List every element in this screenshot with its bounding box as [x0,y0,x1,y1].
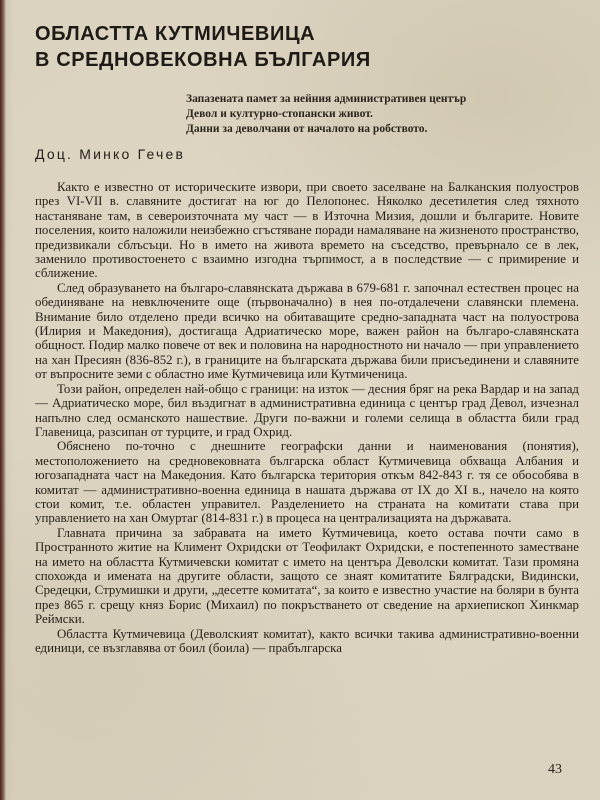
epigraph [186,92,576,137]
page-number: 43 [548,762,562,777]
page-title [35,21,371,73]
body-paragraph: Главната причина за забравата на името Кутмичевица, което остава почти само в Пространното житие на Климент Охридски от Теофилакт Охридски, е постепенното заместване на името на областта Кутмичевски комитат с името на центъра Деволски комитат. Тази промяна спохожда и имената на другите области, защото се знаят комитатите Бялградски, Видински, Средецки, Струмишки и други, „десетте комитата“, за които е известно участие на боляри в бунта през 865 г. срещу княз Борис (Михаил) по покръстването от сведение на архиепископ Хинкмар Реймски. [35,525,579,627]
page-title-line1: ОБЛАСТТА КУТМИЧЕВИЦА [35,23,316,46]
book-spine-shadow [0,0,6,800]
body-paragraph: След образуването на българо-славянската държава в 679-681 г. започнал естествен процес на обединяване на невключените още (първоначално) в нея по-отдалечени славянски племена. Внимание било отделено преди всичко на обитаващите средно-западната част на полуострова (Илирия и Македония), достигаща Адриатическо море, важен район на българо-славянската общност. Подир малко повече от век и половина на народностното ни начало — при управлението на хан Пресиян (836-852 г.), в границите на българската държава били присъединени и славяните от въпросните земи с областно име Кутмичевица или Кутмиченица. [35,280,579,382]
body-paragraph: Областта Кутмичевица (Деволският комитат), както всички такива административно-военни единици, се възглавява от боил (боила) — прабългарска [35,626,579,655]
body-paragraph: Както е известно от историческите извори, при своето заселване на Балканския полуостров през VI-VII в. славяните достигат на юг до Пелопонес. Няколко десетилетия след тяхното настаняване там, в североизточната му част — в Източна Мизия, дошли и българите. Новите поселения, които наложили неизбежно сгъстяване поради намаляване на жизненото пространство, предизвикали сблъсъци. Но в името на живота времето на съседство, превърнало се в лек, заменило противостоенето с взаимно изгодна търпимост, а в последствие — с примирение и сближение. [35,180,579,281]
author-byline: Доц. Минко Гечев [35,146,186,162]
epigraph-line: Данни за деволчани от началото на робството. [186,123,428,135]
body-paragraph: Този район, определен най-общо с граници: на изток — десния бряг на река Вардар и на запад — Адриатическо море, бил въздигнат в административна единица с център град Девол, изчезнал напълно след османското нашествие. Други по-важни и големи селища в областта били град Главеница, разсипан от турците, и град Охрид. [35,381,579,439]
page-title-line2: В СРЕДНОВЕКОВНА БЪЛГАРИЯ [35,49,371,72]
epigraph-line: Девол и културно-стопански живот. [186,108,373,120]
article-body [35,180,579,655]
body-paragraph: Обяснено по-точно с днешните географски данни и наименования (понятия), местоположението на средновековната българска област Кутмичевица обхваща Албания и югозападната част на Македония. Като българска територия откъм 842-843 г. тя се обособява в комитат — административно-военна единица в нашата държава от IX до XI в., начело на която стои комит, т.е. областен управител. Разделението на страната на комитати става при управлението на хан Омуртаг (814-831 г.) в процеса на централизацията на държавата. [35,439,579,526]
epigraph-line: Запазената памет за нейния административен център [186,93,467,105]
